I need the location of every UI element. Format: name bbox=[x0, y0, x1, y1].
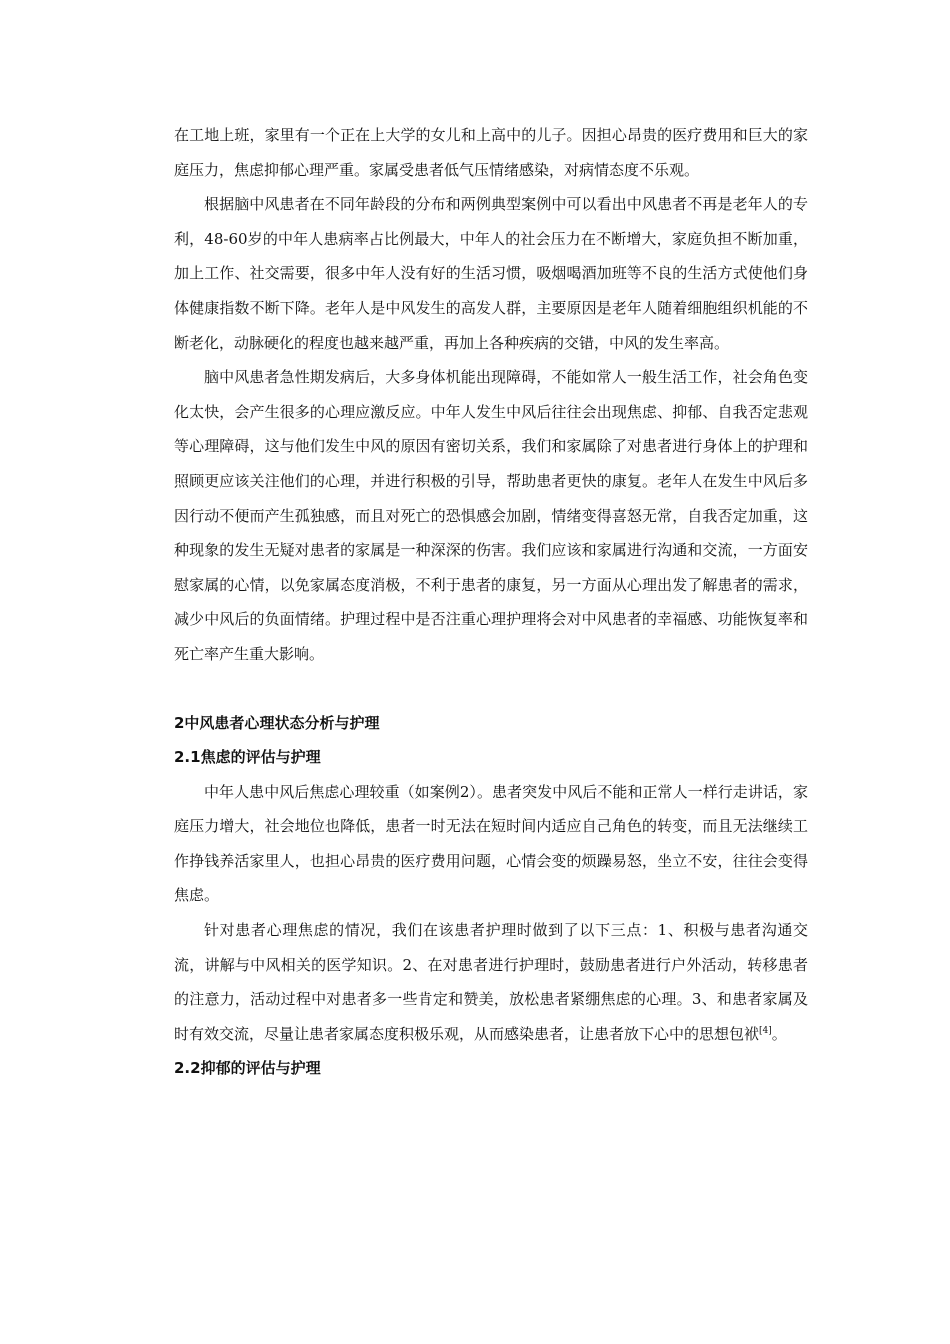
paragraph-anxiety-nursing bbox=[174, 913, 808, 1051]
paragraph-anxiety-nursing-text: 针对患者心理焦虑的情况，我们在该患者护理时做到了以下三点：1、积极与患者沟通交流，讲解与中风相关的医学知识。2、在对患者进行护理时，鼓励患者进行户外活动，转移患者的注意力，活动过程中对患者多一些肯定和赞美，放松患者紧绷焦虑的心理。3、和患者家属及时有效交流，尽量让患者家属态度积极乐观，从而感染患者，让患者放下心中的思想包袱 bbox=[174, 921, 808, 1043]
paragraph-psychological-reaction: 脑中风患者急性期发病后，大多身体机能出现障碍，不能如常人一般生活工作，社会角色变化太快，会产生很多的心理应激反应。中年人发生中风后往往会出现焦虑、抑郁、自我否定悲观等心理障碍，这与他们发生中风的原因有密切关系，我们和家属除了对患者进行身体上的护理和照顾更应该关注他们的心理，并进行积极的引导，帮助患者更快的康复。老年人在发生中风后多因行动不便而产生孤独感，而且对死亡的恐惧感会加剧，情绪变得喜怒无常，自我否定加重，这种现象的发生无疑对患者的家属是一种深深的伤害。我们应该和家属进行沟通和交流，一方面安慰家属的心情，以免家属态度消极，不利于患者的康复，另一方面从心理出发了解患者的需求，减少中风后的负面情绪。护理过程中是否注重心理护理将会对中风患者的幸福感、功能恢复率和死亡率产生重大影响。 bbox=[174, 368, 808, 663]
section-heading-2: 2中风患者心理状态分析与护理 bbox=[174, 713, 380, 732]
subsection-heading-2-2: 2.2抑郁的评估与护理 bbox=[174, 1059, 321, 1078]
citation-reference: [4] bbox=[759, 1025, 772, 1036]
paragraph-case-continuation: 在工地上班，家里有一个正在上大学的女儿和上高中的儿子。因担心昂贵的医疗费用和巨大的家庭压力，焦虑抑郁心理严重。家属受患者低气压情绪感染，对病情态度不乐观。 bbox=[174, 126, 808, 179]
document-page bbox=[174, 118, 808, 1086]
paragraph-anxiety-nursing-end: 。 bbox=[771, 1024, 787, 1043]
paragraph-age-distribution: 根据脑中风患者在不同年龄段的分布和两例典型案例中可以看出中风患者不再是老年人的专利，48-60岁的中年人患病率占比例最大，中年人的社会压力在不断增大，家庭负担不断加重，加上工作、社交需要，很多中年人没有好的生活习惯，吸烟喝酒加班等不良的生活方式使他们身体健康指数不断下降。老年人是中风发生的高发人群，主要原因是老年人随着细胞组织机能的不断老化，动脉硬化的程度也越来越严重，再加上各种疾病的交错，中风的发生率高。 bbox=[174, 195, 808, 352]
subsection-heading-2-1: 2.1焦虑的评估与护理 bbox=[174, 748, 321, 767]
paragraph-anxiety-assessment: 中年人患中风后焦虑心理较重（如案例2）。患者突发中风后不能和正常人一样行走讲话，家庭压力增大，社会地位也降低，患者一时无法在短时间内适应自己角色的转变，而且无法继续工作挣钱养活家里人，也担心昂贵的医疗费用问题，心情会变的烦躁易怒，坐立不安，往往会变得焦虑。 bbox=[174, 782, 808, 905]
